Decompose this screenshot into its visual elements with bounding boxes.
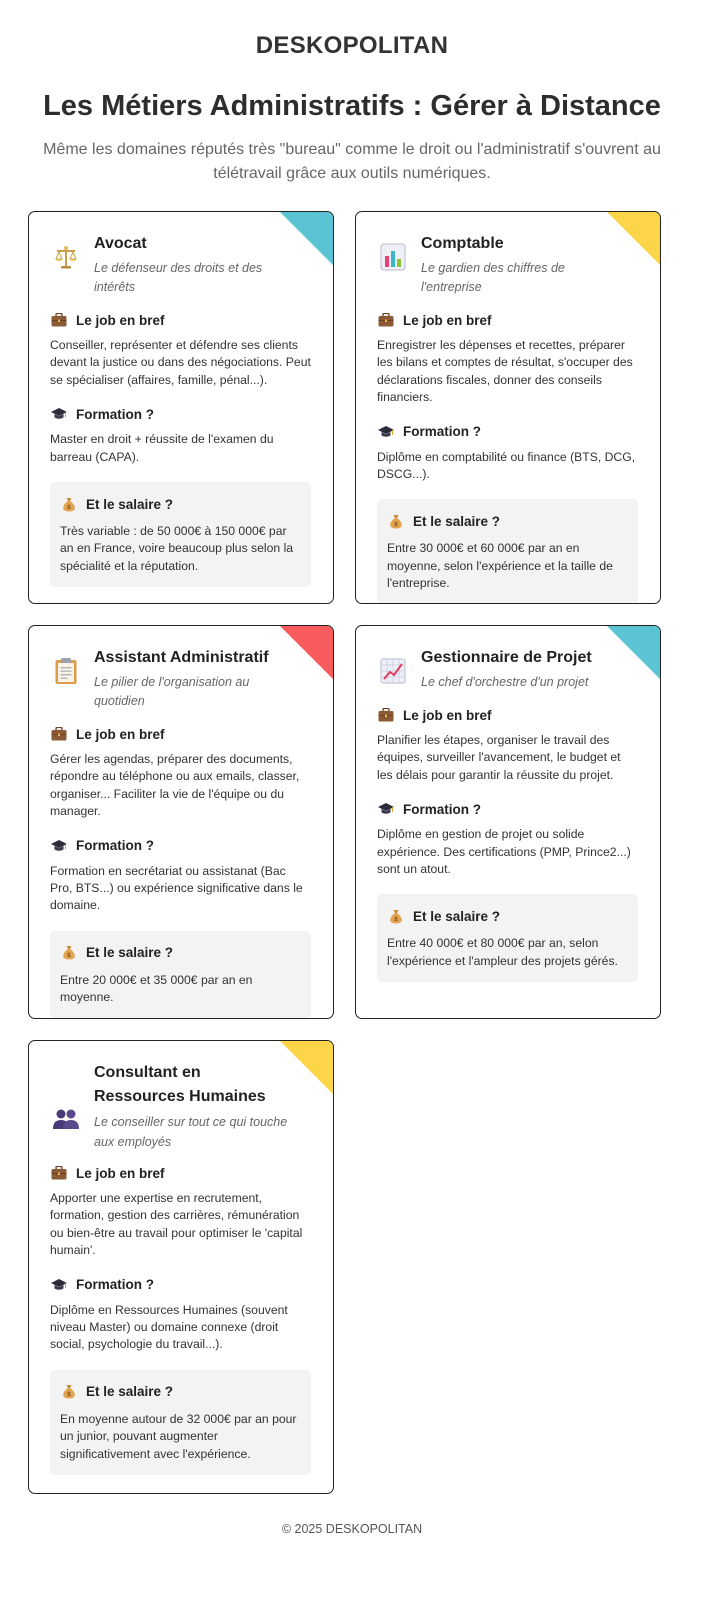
- svg-text:$: $: [393, 520, 399, 528]
- section-job: Le job en bref: [377, 706, 638, 724]
- job-card-avocat: [28, 211, 334, 604]
- salary-text: En moyenne autour de 32 000€ par an pour un junior, pouvant augmenter significativement avec l'expérience.: [60, 1411, 297, 1461]
- money-bag-icon: [387, 512, 405, 530]
- section-salary: $ Et le salaire ?: [387, 512, 628, 530]
- salary-box: [50, 482, 311, 587]
- scales-icon: [50, 241, 82, 273]
- salary-box: [50, 931, 311, 1019]
- briefcase-icon: [377, 706, 395, 724]
- section-salary: $ Et le salaire ?: [60, 495, 301, 513]
- briefcase-icon: [377, 311, 395, 329]
- formation-text: Diplôme en comptabilité ou finance (BTS, DCG, DSCG...).: [377, 449, 636, 482]
- graduation-cap-icon: [50, 1276, 68, 1294]
- formation-text: Master en droit + réussite de l'examen du barreau (CAPA).: [50, 432, 274, 464]
- corner-accent: [607, 626, 660, 679]
- trend-chart-icon: [377, 655, 409, 687]
- briefcase-icon: [50, 311, 68, 329]
- salary-box: [377, 894, 638, 982]
- money-bag-icon: [60, 944, 78, 962]
- salary-text: Entre 20 000€ et 35 000€ par an en moyenne.: [60, 972, 253, 1005]
- salary-text: Entre 40 000€ et 80 000€ par an, selon l'expérience et l'ampleur des projets gérés.: [387, 936, 618, 968]
- salary-text: Entre 30 000€ et 60 000€ par an en moyenne, selon l'expérience et la taille de l'entreprise.: [387, 541, 613, 591]
- section-formation: Formation ?: [377, 423, 638, 441]
- job-description: Gérer les agendas, préparer des documents, répondre au téléphone ou aux emails, classer, organiser... Faciliter la vie de l'équipe ou du manager.: [50, 752, 300, 819]
- section-job: Le job en bref: [377, 311, 638, 329]
- graduation-cap-icon: [377, 423, 395, 441]
- section-salary: $ Et le salaire ?: [387, 907, 628, 925]
- corner-accent: [280, 626, 333, 679]
- briefcase-icon: [50, 725, 68, 743]
- section-job: Le job en bref: [50, 1164, 311, 1182]
- section-job: Le job en bref: [50, 725, 311, 743]
- section-formation: Formation ?: [50, 405, 311, 423]
- svg-text:$: $: [66, 503, 72, 511]
- job-title: Gestionnaire de Projet: [421, 649, 592, 666]
- job-subtitle: Le gardien des chiffres de l'entreprise: [421, 261, 565, 294]
- job-description: Enregistrer les dépenses et recettes, préparer les bilans et comptes de résultat, s'occuper des déclarations fiscales, donner des conseils financiers.: [377, 338, 633, 405]
- brand-logo: DESKOPOLITAN: [255, 32, 449, 59]
- formation-text: Diplôme en gestion de projet ou solide expérience. Des certifications (PMP, Prince2...) sont un atout.: [377, 827, 631, 877]
- section-formation: Formation ?: [50, 837, 311, 855]
- formation-text: Formation en secrétariat ou assistanat (Bac Pro, BTS...) ou expérience significative dans le domaine.: [50, 863, 303, 913]
- money-bag-icon: [60, 1383, 78, 1401]
- job-card-gestionnaire-de-projet: [355, 625, 661, 1019]
- clipboard-icon: [50, 655, 82, 687]
- bar-chart-icon: [377, 241, 409, 273]
- section-job: Le job en bref: [50, 311, 311, 329]
- graduation-cap-icon: [50, 405, 68, 423]
- formation-text: Diplôme en Ressources Humaines (souvent niveau Master) ou domaine connexe (droit social, psychologie du travail...).: [50, 1302, 288, 1352]
- section-formation: Formation ?: [50, 1276, 311, 1294]
- corner-accent: [280, 212, 333, 265]
- salary-text: Très variable : de 50 000€ à 150 000€ par an en France, voire beaucoup plus selon la spécialité et la réputation.: [60, 524, 294, 573]
- job-subtitle: Le défenseur des droits et des intérêts: [94, 261, 263, 294]
- graduation-cap-icon: [377, 800, 395, 818]
- job-title: Assistant Administratif: [94, 649, 269, 666]
- job-title: Avocat: [94, 235, 147, 252]
- job-subtitle: Le chef d'orchestre d'un projet: [421, 675, 589, 689]
- money-bag-icon: [387, 907, 405, 925]
- job-card-assistant-administratif: [28, 625, 334, 1019]
- corner-accent: [607, 212, 660, 265]
- svg-text:$: $: [66, 952, 72, 960]
- section-salary: $ Et le salaire ?: [60, 944, 301, 962]
- job-description: Apporter une expertise en recrutement, formation, gestion des carrières, rémunération ou bien-être au travail pour optimiser le 'capital humain'.: [50, 1191, 303, 1258]
- people-icon: [50, 1103, 82, 1135]
- job-subtitle: Le conseiller sur tout ce qui touche aux employés: [94, 1115, 288, 1149]
- job-description: Conseiller, représenter et défendre ses clients devant la justice ou dans des négociations. Peut se spécialiser (affaires, famille, pénal...).: [50, 338, 311, 387]
- svg-text:$: $: [66, 1391, 72, 1399]
- briefcase-icon: [50, 1164, 68, 1182]
- section-salary: $ Et le salaire ?: [60, 1383, 301, 1401]
- salary-box: [50, 1370, 311, 1475]
- job-title: Consultant en Ressources Humaines: [94, 1064, 266, 1105]
- footer-copyright: © 2025 DESKOPOLITAN: [281, 1522, 423, 1536]
- corner-accent: [280, 1041, 333, 1094]
- job-title: Comptable: [421, 235, 504, 252]
- page-title: Les Métiers Administratifs : Gérer à Distance: [43, 90, 661, 122]
- job-subtitle: Le pilier de l'organisation au quotidien: [94, 675, 250, 708]
- money-bag-icon: [60, 495, 78, 513]
- section-formation: Formation ?: [377, 800, 638, 818]
- job-card-comptable: [355, 211, 661, 604]
- svg-text:$: $: [393, 915, 399, 923]
- job-description: Planifier les étapes, organiser le travail des équipes, surveiller l'avancement, le budget et les délais pour garantir la réussite du projet.: [377, 733, 621, 782]
- job-card-consultant-rh: [28, 1040, 334, 1494]
- page-subtitle: Même les domaines réputés très "bureau" comme le droit ou l'administratif s'ouvrent au télétravail grâce aux outils numériques.: [43, 141, 661, 182]
- graduation-cap-icon: [50, 837, 68, 855]
- salary-box: [377, 499, 638, 604]
